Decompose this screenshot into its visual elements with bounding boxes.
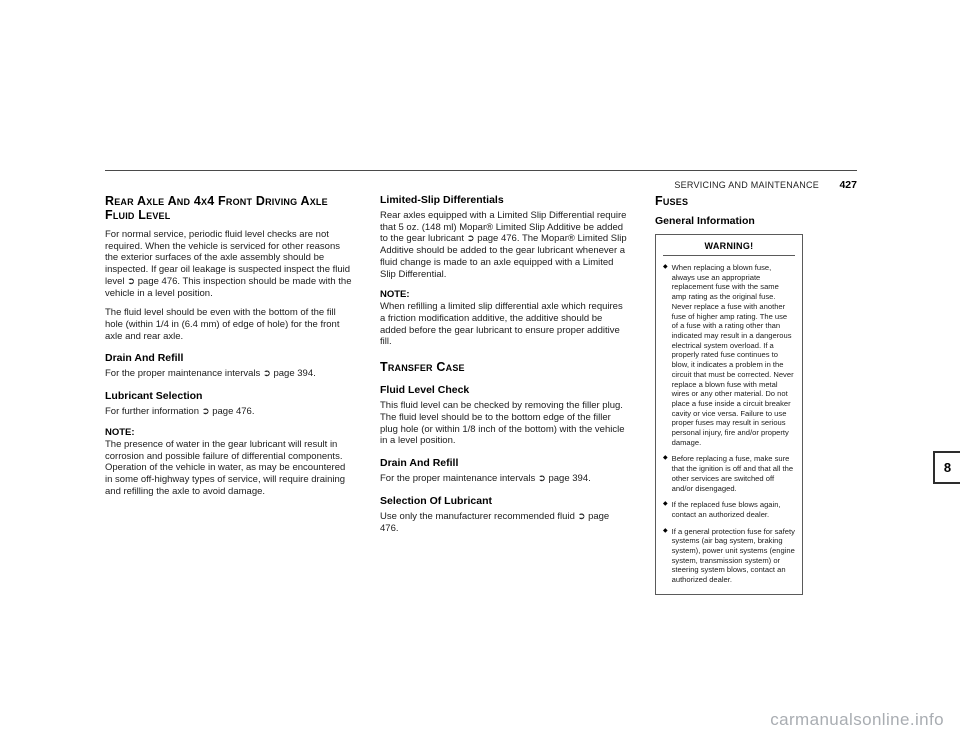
running-header xyxy=(105,175,857,193)
subheading-drain-and-refill-axle: Drain And Refill xyxy=(105,352,184,365)
header-section-title: SERVICING AND MAINTENANCE xyxy=(674,180,820,190)
subheading-fluid-level-check: Fluid Level Check xyxy=(380,384,470,397)
subheading-selection-of-lubricant: Selection Of Lubricant xyxy=(380,494,493,507)
watermark: carmanualsonline.info xyxy=(770,710,944,729)
subheading-lubricant-selection: Lubricant Selection xyxy=(105,390,203,403)
warning-bullet xyxy=(663,263,795,447)
column-1 xyxy=(105,194,355,505)
warning-bullet xyxy=(663,454,795,493)
header-rule xyxy=(105,170,857,171)
warning-bullet-text: When replacing a blown fuse, always use an appropriate replacement fuse with the same amp rating as the original fuse. Never replace a fuse with another fuse of higher amp rating. The use of a fuse with a rating other than indicated may result in a dangerous electrical system overload. If a properly rated fuse continues to blow, it indicates a problem in the circuit that must be corrected. Never replace a blown fuse with metal wires or any other material. Do not place a fuse inside a circuit breaker cavity or vice versa. Failure to use proper fuses may result in serious personal injury, fire and/or property damage. xyxy=(671,263,794,447)
chapter-side-tab xyxy=(933,451,960,484)
note-body-axle: The presence of water in the gear lubricant will result in corrosion and possible failure of differential components. Operation of the vehicle in water, as may be encountered in some off-highway types of service, will require draining and refilling the axle to avoid damage. xyxy=(105,438,346,497)
header-page-number: 427 xyxy=(839,179,857,191)
diamond-bullet-icon: ◆ xyxy=(663,527,668,534)
paragraph-fluid-level: The fluid level should be even with the bottom of the fill hole (within 1/4 in (6.4 mm) of edge of hole) for the front axle and rear axle. xyxy=(105,307,340,342)
diamond-bullet-icon: ◆ xyxy=(663,455,668,462)
warning-bullet-text: If the replaced fuse blows again, contact an authorized dealer. xyxy=(671,500,781,519)
note-label-axle: NOTE: xyxy=(105,426,135,438)
warning-bullet-text: If a general protection fuse for safety systems (air bag system, braking system), power unit systems (engine system, transmission system) or steering system blows, contact an authorized dealer. xyxy=(671,526,795,585)
warning-bullet-text: Before replacing a fuse, make sure that the ignition is off and that all the other services are switched off and/or disengaged. xyxy=(671,454,794,493)
chapter-number: 8 xyxy=(943,460,952,475)
column-3 xyxy=(655,194,805,595)
warning-bullet xyxy=(663,527,795,585)
warning-title: WARNING! xyxy=(663,240,795,256)
subheading-general-information: General Information xyxy=(655,215,755,227)
diamond-bullet-icon: ◆ xyxy=(663,264,668,271)
column-2 xyxy=(380,194,630,542)
note-body-limited-slip: When refilling a limited slip differential axle which requires a friction modification additive, the additive should be added before the gear lubricant to ensure proper additive fill. xyxy=(380,301,623,348)
note-label-limited-slip: NOTE: xyxy=(380,289,410,301)
heading-rear-axle-fluid-level: Rear Axle And 4x4 Front Driving Axle Fluid Level xyxy=(105,194,328,222)
paragraph-fluid-level-check: This fluid level can be checked by removing the filler plug. The fluid level should be to the bottom edge of the filler plug hole (or within 1/8 inch of the bottom) with the vehicle in a level position. xyxy=(380,400,625,447)
paragraph-maintenance-intervals-transfer: For the proper maintenance intervals ➲ page 394. xyxy=(380,473,591,485)
paragraph-maintenance-intervals-axle: For the proper maintenance intervals ➲ page 394. xyxy=(105,368,316,380)
warning-bullet xyxy=(663,500,795,519)
warning-list xyxy=(663,263,795,585)
heading-transfer-case: Transfer Case xyxy=(380,360,465,375)
warning-box xyxy=(655,234,803,595)
subheading-drain-and-refill-transfer: Drain And Refill xyxy=(380,456,459,469)
paragraph-limited-slip: Rear axles equipped with a Limited Slip Differential require that 5 oz. (148 ml) Mopar® Limited Slip Additive be added to the gear lubricant ➲ page 476. The Mopar® Limited Slip Additive should be added to the gear lubricant whenever a fluid change is made to an axle equipped with a Limited Slip Differential. xyxy=(380,210,627,280)
diamond-bullet-icon: ◆ xyxy=(663,501,668,508)
content-columns xyxy=(105,194,885,595)
subheading-limited-slip-differentials: Limited-Slip Differentials xyxy=(380,194,504,206)
paragraph-recommended-fluid: Use only the manufacturer recommended fluid ➲ page 476. xyxy=(380,510,610,534)
paragraph-axle-service: For normal service, periodic fluid level checks are not required. When the vehicle is serviced for other reasons the exterior surfaces of the axle assembly should be inspected. If gear oil leakage is suspected inspect the fluid level ➲ page 476. This inspection should be made with the vehicle in a level position. xyxy=(105,229,352,299)
heading-fuses: Fuses xyxy=(655,194,689,208)
paragraph-further-information: For further information ➲ page 476. xyxy=(105,406,255,418)
